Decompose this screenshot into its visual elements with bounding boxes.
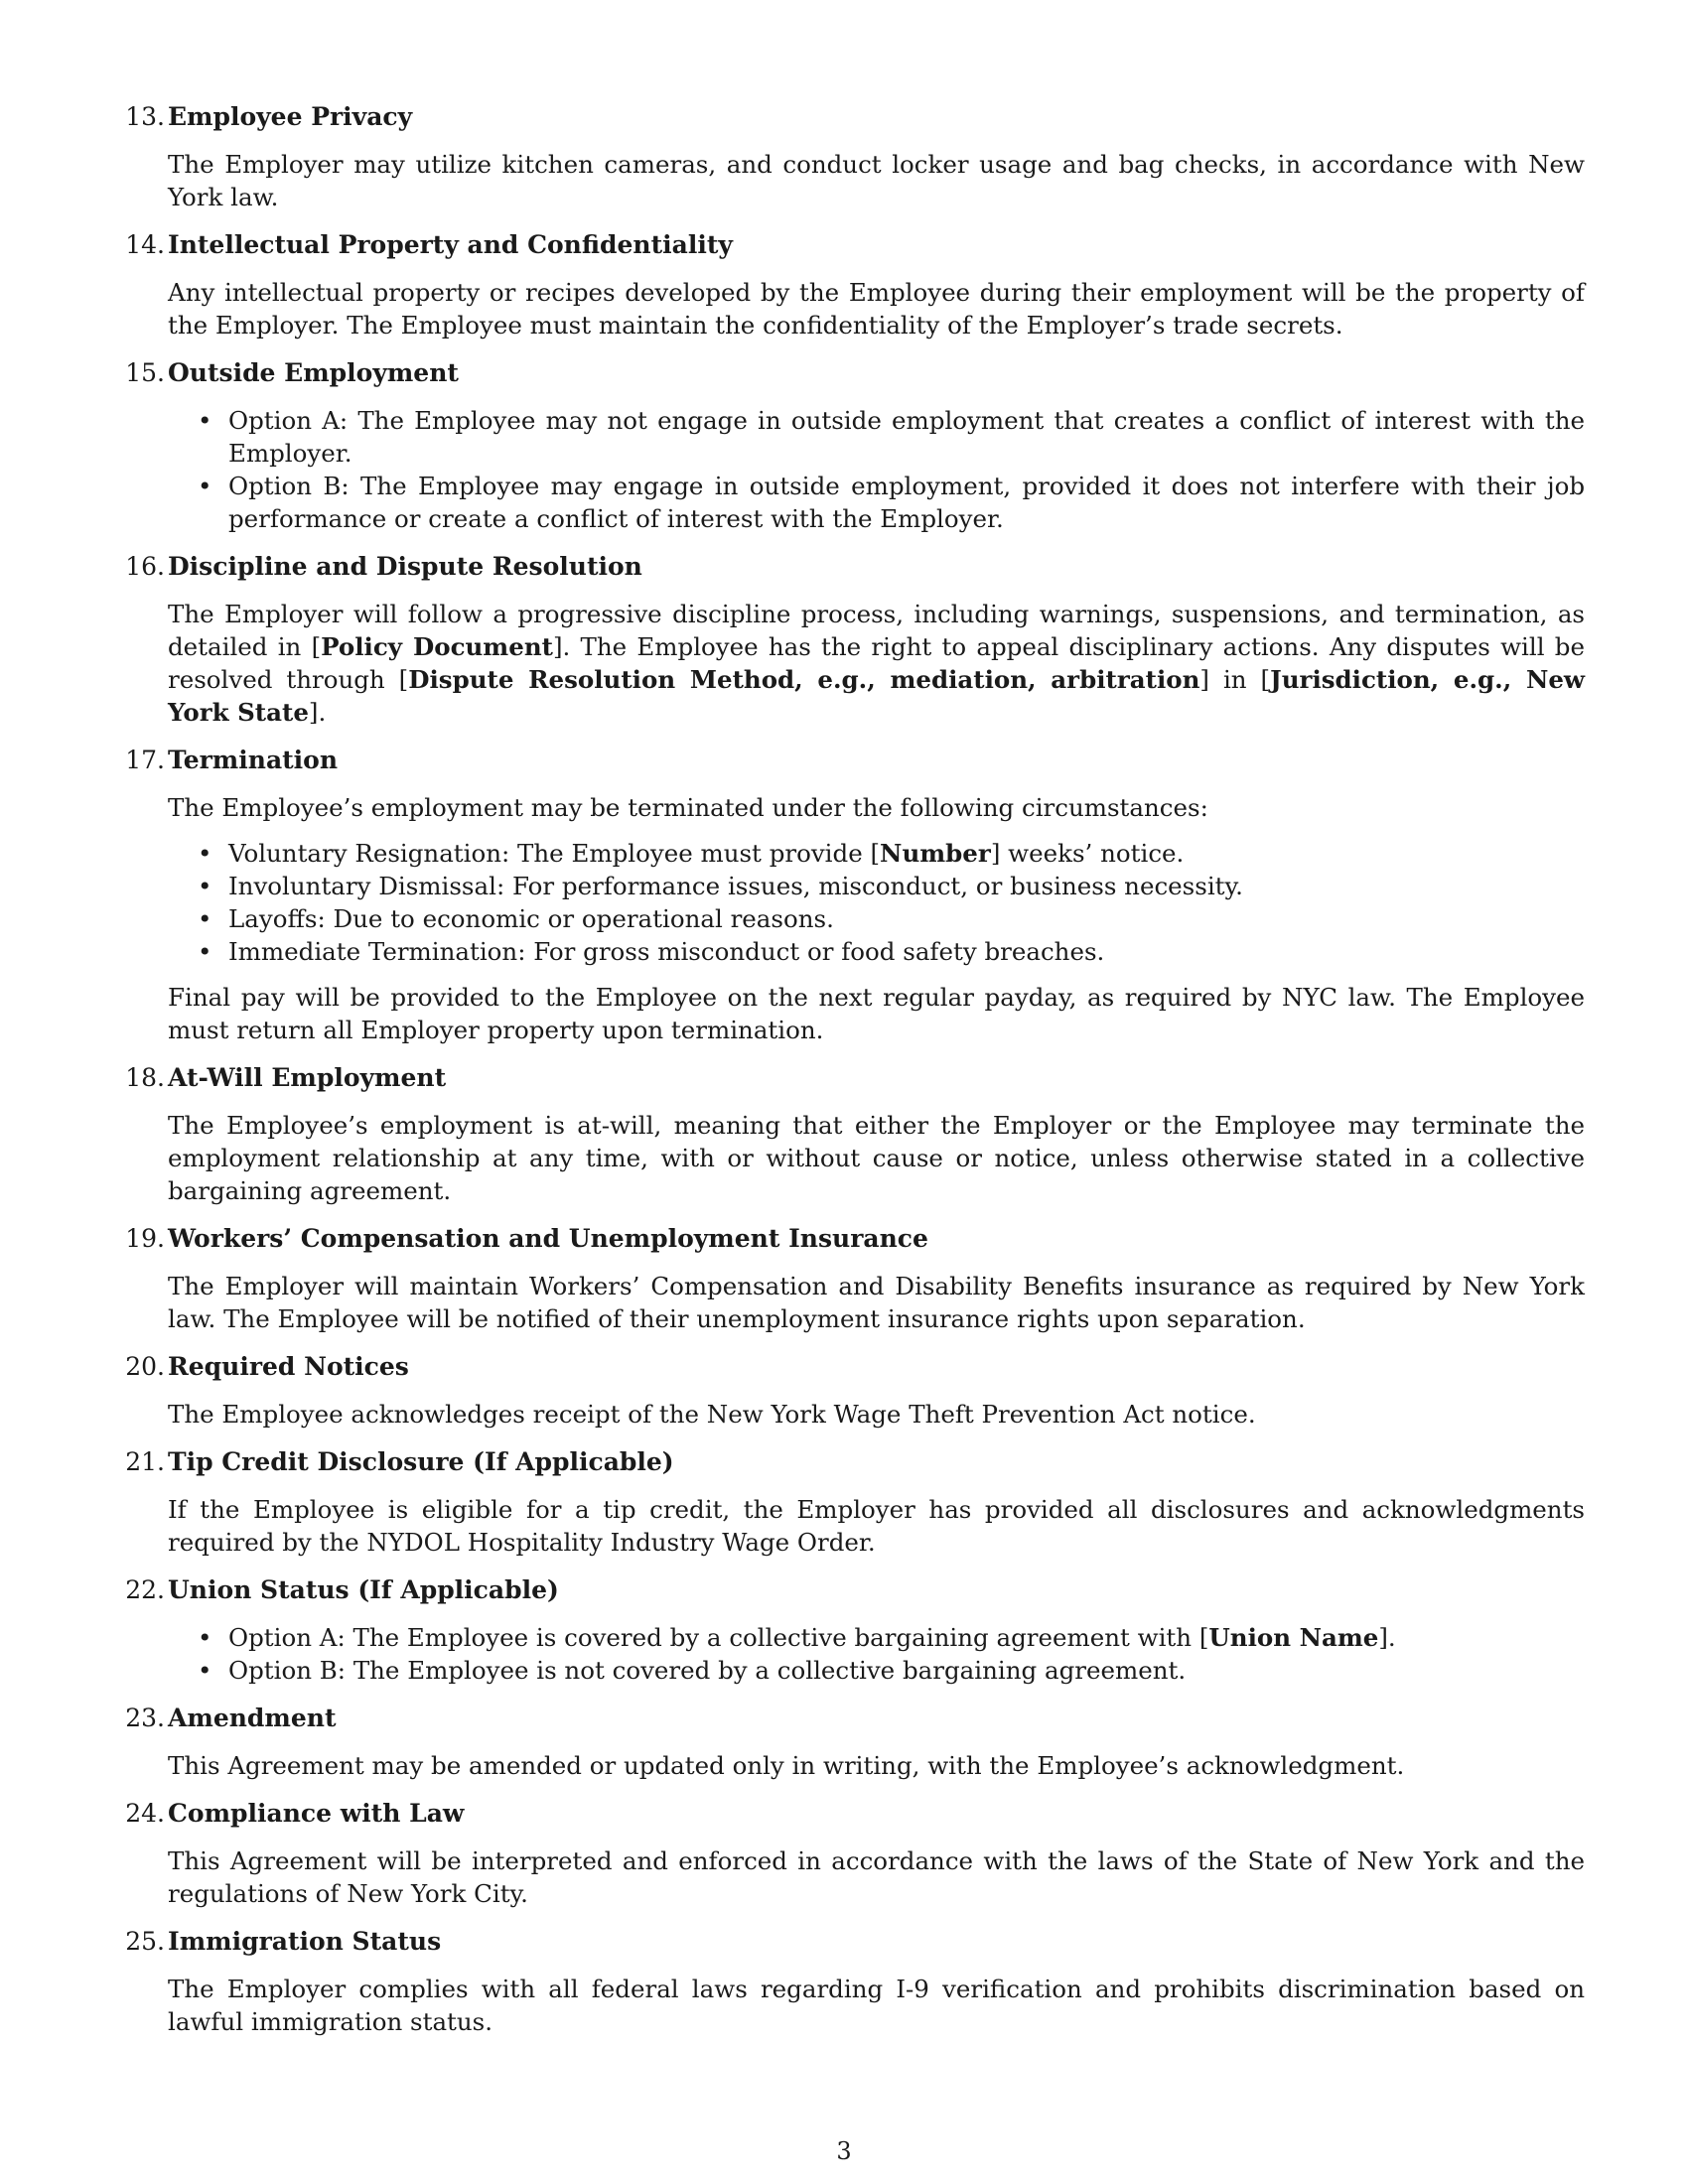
text-run: ]. bbox=[1378, 1623, 1396, 1652]
list-item bbox=[168, 870, 1585, 902]
section-paragraph: If the Employee is eligible for a tip credit, the Employer has provided all disclosures and acknowledgments required by the NYDOL Hospitality Industry Wage Order. bbox=[168, 1495, 1585, 1557]
list-item bbox=[168, 1654, 1585, 1687]
bullet-icon: • bbox=[198, 937, 212, 966]
section-heading bbox=[115, 1221, 1585, 1257]
section-number: 18. bbox=[125, 1063, 165, 1092]
section-union-status bbox=[115, 1572, 1585, 1687]
bullet-list bbox=[168, 404, 1585, 535]
section-title: Discipline and Dispute Resolution bbox=[168, 552, 642, 581]
list-item bbox=[168, 935, 1585, 968]
section-body bbox=[168, 276, 1585, 341]
section-at-will-employment bbox=[115, 1060, 1585, 1207]
section-body bbox=[168, 148, 1585, 213]
bullet-icon: • bbox=[198, 839, 212, 868]
placeholder-jurisdiction: Jurisdiction, e.g., New York State bbox=[168, 665, 1586, 727]
bullet-icon: • bbox=[198, 1656, 212, 1685]
section-heading bbox=[115, 743, 1585, 778]
section-number: 13. bbox=[125, 102, 165, 131]
section-heading bbox=[115, 227, 1585, 263]
section-title: Required Notices bbox=[168, 1352, 409, 1381]
section-title: Employee Privacy bbox=[168, 102, 413, 131]
section-number: 23. bbox=[125, 1704, 165, 1732]
section-paragraph: Any intellectual property or recipes developed by the Employee during their employment will be the property of the Employer. The Employee must maintain the confidentiality of the Employer’s trade secrets. bbox=[168, 278, 1585, 340]
section-number: 25. bbox=[125, 1927, 165, 1956]
section-outside-employment bbox=[115, 355, 1585, 535]
section-body bbox=[168, 1749, 1585, 1782]
section-body bbox=[168, 1109, 1585, 1207]
section-employee-privacy bbox=[115, 99, 1585, 213]
section-termination bbox=[115, 743, 1585, 1046]
bullet-icon: • bbox=[198, 472, 212, 500]
list-item-text: Option B: The Employee is not covered by a collective bargaining agreement. bbox=[228, 1656, 1187, 1685]
section-heading bbox=[115, 549, 1585, 585]
list-item-text: Immediate Termination: For gross misconduct or food safety breaches. bbox=[228, 937, 1105, 966]
placeholder-dispute-method: Dispute Resolution Method, e.g., mediation, arbitration bbox=[408, 665, 1200, 694]
section-title: Intellectual Property and Confidentiality bbox=[168, 230, 733, 259]
page-number: 3 bbox=[836, 2137, 852, 2165]
text-run: Voluntary Resignation: The Employee must provide [ bbox=[228, 839, 881, 868]
section-body bbox=[168, 1398, 1585, 1431]
section-heading bbox=[115, 1349, 1585, 1385]
section-number: 19. bbox=[125, 1224, 165, 1253]
section-heading bbox=[115, 1796, 1585, 1832]
section-number: 21. bbox=[125, 1447, 165, 1476]
section-paragraph: This Agreement may be amended or updated only in writing, with the Employee’s acknowledgment. bbox=[168, 1751, 1405, 1780]
section-discipline-dispute bbox=[115, 549, 1585, 729]
section-title: Termination bbox=[168, 746, 339, 774]
section-title: Immigration Status bbox=[168, 1927, 442, 1956]
section-title: Workers’ Compensation and Unemployment Insurance bbox=[168, 1224, 928, 1253]
list-item bbox=[168, 902, 1585, 935]
section-paragraph bbox=[168, 598, 1585, 729]
section-body bbox=[168, 1844, 1585, 1910]
section-number: 16. bbox=[125, 552, 165, 581]
placeholder-union-name: Union Name bbox=[1208, 1623, 1379, 1652]
section-number: 24. bbox=[125, 1799, 165, 1828]
section-body bbox=[168, 791, 1585, 1046]
section-title: Outside Employment bbox=[168, 358, 459, 387]
section-immigration-status bbox=[115, 1924, 1585, 2038]
section-number: 14. bbox=[125, 230, 165, 259]
section-intellectual-property bbox=[115, 227, 1585, 341]
section-paragraph: The Employee’s employment is at-will, meaning that either the Employer or the Employee may terminate the employment relationship at any time, with or without cause or notice, unless otherwise stated in a collective bargaining agreement. bbox=[168, 1111, 1585, 1205]
list-item-text: Option B: The Employee may engage in outside employment, provided it does not interfere with their job performance or create a conflict of interest with the Employer. bbox=[228, 472, 1585, 533]
section-paragraph: Final pay will be provided to the Employee on the next regular payday, as required by NYC law. The Employee must return all Employer property upon termination. bbox=[168, 983, 1585, 1044]
section-paragraph: The Employer will maintain Workers’ Compensation and Disability Benefits insurance as required by New York law. The Employee will be notified of their unemployment insurance rights upon separation. bbox=[168, 1272, 1585, 1333]
section-title: At-Will Employment bbox=[168, 1063, 447, 1092]
section-heading bbox=[115, 1444, 1585, 1480]
section-heading bbox=[115, 1701, 1585, 1736]
section-number: 15. bbox=[125, 358, 165, 387]
section-number: 20. bbox=[125, 1352, 165, 1381]
section-amendment bbox=[115, 1701, 1585, 1782]
section-heading bbox=[115, 1924, 1585, 1960]
list-item bbox=[168, 837, 1585, 870]
section-workers-compensation bbox=[115, 1221, 1585, 1335]
agreement-sections bbox=[115, 99, 1585, 2052]
section-paragraph: This Agreement will be interpreted and enforced in accordance with the laws of the State of New York and the regulations of New York City. bbox=[168, 1846, 1585, 1908]
list-item bbox=[168, 404, 1585, 470]
text-run: The Employer will follow a progressive discipline process, including warnings, suspensions, and termination, as detailed in [ bbox=[168, 600, 1585, 661]
text-run: ] in [ bbox=[1199, 665, 1271, 694]
section-heading bbox=[115, 355, 1585, 391]
bullet-icon: • bbox=[198, 872, 212, 900]
list-item-text: Option A: The Employee may not engage in outside employment that creates a conflict of interest with the Employer. bbox=[228, 406, 1585, 468]
bullet-list bbox=[168, 1621, 1585, 1687]
section-body bbox=[168, 404, 1585, 535]
bullet-icon: • bbox=[198, 406, 212, 435]
section-number: 22. bbox=[125, 1575, 165, 1604]
section-title: Amendment bbox=[168, 1704, 337, 1732]
section-title: Compliance with Law bbox=[168, 1799, 465, 1828]
bullet-icon: • bbox=[198, 1623, 212, 1652]
section-title: Union Status (If Applicable) bbox=[168, 1575, 559, 1604]
text-run: ]. bbox=[308, 698, 327, 727]
section-heading bbox=[115, 99, 1585, 135]
placeholder-policy-document: Policy Document bbox=[321, 632, 553, 661]
section-body bbox=[168, 1973, 1585, 2038]
section-body bbox=[168, 598, 1585, 729]
section-paragraph: The Employee’s employment may be terminated under the following circumstances: bbox=[168, 793, 1208, 822]
text-run: ] weeks’ notice. bbox=[990, 839, 1185, 868]
list-item bbox=[168, 470, 1585, 535]
section-paragraph: The Employer complies with all federal laws regarding I-9 verification and prohibits discrimination based on lawful immigration status. bbox=[168, 1975, 1585, 2036]
list-item-text: Involuntary Dismissal: For performance issues, misconduct, or business necessity. bbox=[228, 872, 1243, 900]
section-paragraph: The Employee acknowledges receipt of the New York Wage Theft Prevention Act notice. bbox=[168, 1400, 1256, 1429]
section-tip-credit bbox=[115, 1444, 1585, 1559]
section-required-notices bbox=[115, 1349, 1585, 1431]
section-body bbox=[168, 1270, 1585, 1335]
list-item-text: Layoffs: Due to economic or operational reasons. bbox=[228, 904, 834, 933]
bullet-list bbox=[168, 837, 1585, 968]
section-compliance-with-law bbox=[115, 1796, 1585, 1910]
placeholder-number: Number bbox=[880, 839, 991, 868]
section-title: Tip Credit Disclosure (If Applicable) bbox=[168, 1447, 674, 1476]
bullet-icon: • bbox=[198, 904, 212, 933]
text-run: Option A: The Employee is covered by a collective bargaining agreement with [ bbox=[228, 1623, 1209, 1652]
section-body bbox=[168, 1621, 1585, 1687]
section-heading bbox=[115, 1060, 1585, 1096]
text-run: ]. The Employee has the right to appeal disciplinary actions. Any disputes will be resolved through [ bbox=[168, 632, 1585, 694]
section-number: 17. bbox=[125, 746, 165, 774]
section-paragraph: The Employer may utilize kitchen cameras, and conduct locker usage and bag checks, in accordance with New York law. bbox=[168, 150, 1585, 211]
section-heading bbox=[115, 1572, 1585, 1608]
section-body bbox=[168, 1493, 1585, 1559]
list-item bbox=[168, 1621, 1585, 1654]
